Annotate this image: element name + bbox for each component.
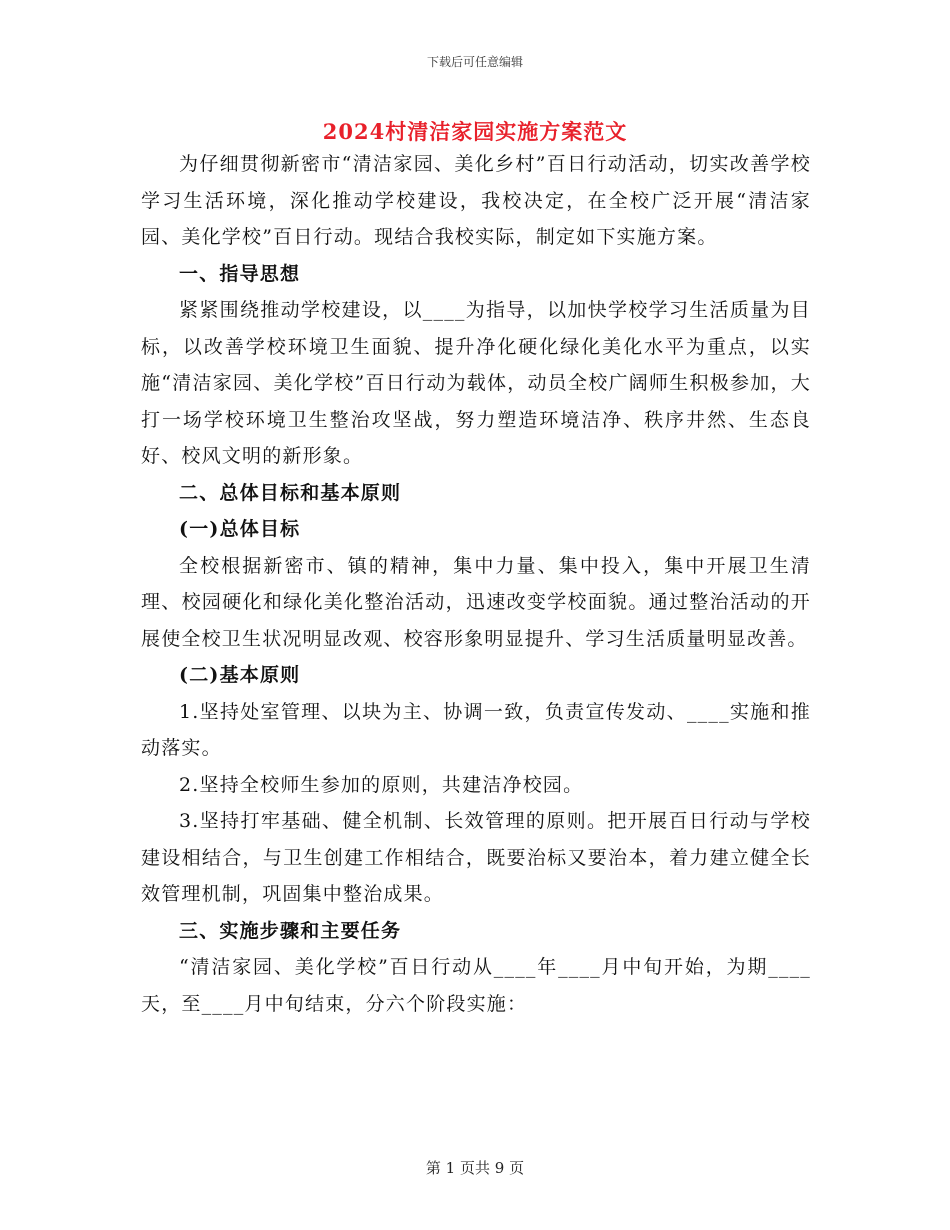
section-heading-steps-tasks: 三、实施步骤和主要任务 — [179, 919, 402, 942]
header-note: 下载后可任意编辑 — [426, 55, 523, 69]
intro-paragraph: 为仔细贯彻新密市“清洁家园、美化乡村”百日行动活动，切实改善学校学习生活环境，深化推动学校建设，我校决定，在全校广泛开展“清洁家园、美化学校”百日行动。现结合我校实际，制定如下实施方案。 — [141, 153, 811, 248]
steps-paragraph: “清洁家园、美化学校”百日行动从____年____月中旬开始，为期____天，至____月中旬结束，分六个阶段实施： — [141, 956, 811, 1015]
page-number-footer: 第 1 页共 9 页 — [425, 1159, 525, 1177]
subheading-overall-goal: (一)总体目标 — [179, 518, 301, 540]
section-heading-goals-principles: 二、总体目标和基本原则 — [179, 481, 402, 504]
subheading-basic-principles: (二)基本原则 — [179, 664, 301, 686]
document-title: 2024村清洁家园实施方案范文 — [322, 119, 628, 144]
section-heading-guiding-thought: 一、指导思想 — [179, 262, 301, 285]
document-body — [141, 146, 811, 1022]
principle-item-1: 1.坚持处室管理、以块为主、协调一致，负责宣传发动、____实施和推动落实。 — [141, 700, 811, 759]
guiding-thought-paragraph: 紧紧围绕推动学校建设，以____为指导，以加快学校学习生活质量为目标，以改善学校环境卫生面貌、提升净化硬化绿化美化水平为重点，以实施“清洁家园、美化学校”百日行动为载体，动员全校广阔师生积极参加，大打一场学校环境卫生整治攻坚战，努力塑造环境洁净、秩序井然、生态良好、校风文明的新形象。 — [141, 299, 811, 467]
principle-item-2: 2.坚持全校师生参加的原则，共建洁净校园。 — [179, 773, 584, 796]
principle-item-3: 3.坚持打牢基础、健全机制、长效管理的原则。把开展百日行动与学校建设相结合，与卫生创建工作相结合，既要治标又要治本，着力建立健全长效管理机制，巩固集中整治成果。 — [141, 810, 811, 905]
overall-goal-paragraph: 全校根据新密市、镇的精神，集中力量、集中投入，集中开展卫生清理、校园硬化和绿化美化整治活动，迅速改变学校面貌。通过整治活动的开展使全校卫生状况明显改观、校容形象明显提升、学习生活质量明显改善。 — [141, 554, 811, 650]
